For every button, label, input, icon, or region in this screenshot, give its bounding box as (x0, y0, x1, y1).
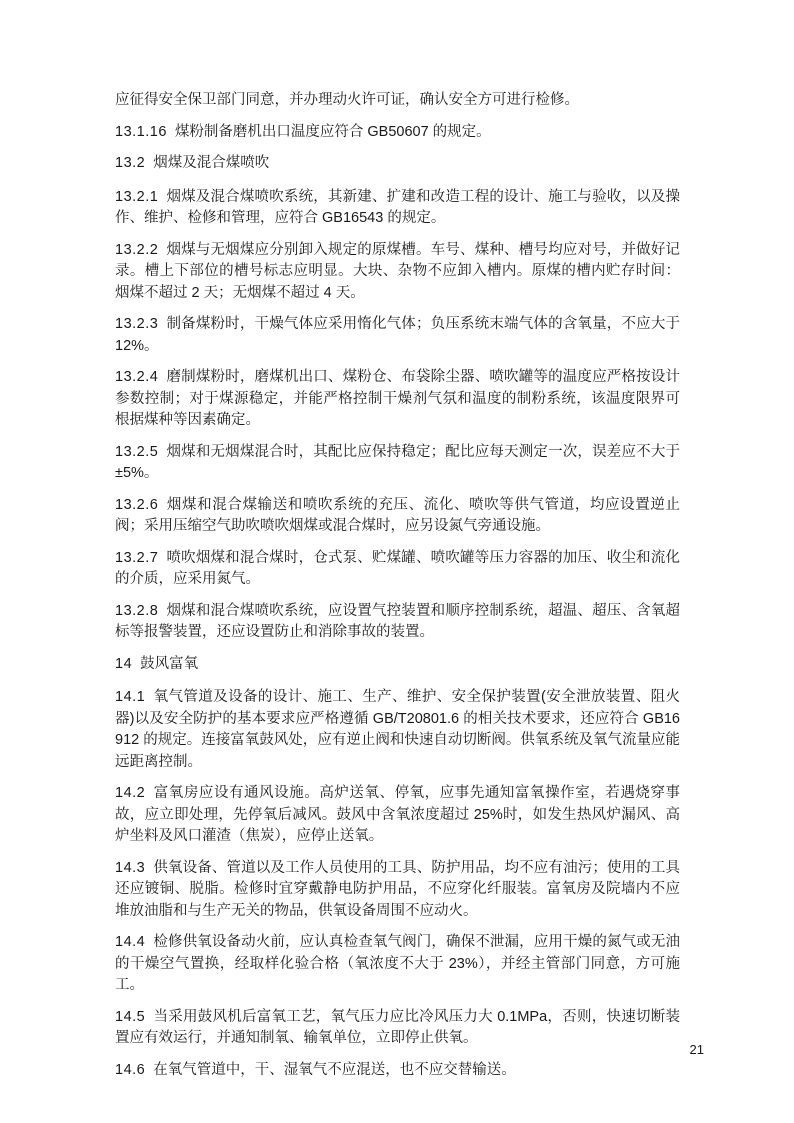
clause-text: 氧气管道及设备的设计、施工、生产、维护、安全保护装置(安全泄放装置、阻火器)以及安全防护的基本要求应严格遵循 GB/T20801.6 的相关技术要求，还应符合 GB16912 的规定。连接富氧鼓风处，应有逆止阀和快速自动切断阀。供氧系统及氧气流量应能远距离控制。 (115, 689, 680, 770)
clause-text: 供氧设备、管道以及工作人员使用的工具、防护用品，均不应有油污；使用的工具还应镀铜、脱脂。检修时宜穿戴静电防护用品，不应穿化纤服装。富氧房及院墙内不应堆放油脂和与生产无关的物品，供氧设备周围不应动火。 (115, 859, 680, 919)
section-number: 14 (115, 655, 133, 672)
clause-text: 富氧房应设有通风设施。高炉送氧、停氧，应事先通知富氧操作室，若遇烧穿事故，应立即处理，先停氧后减风。鼓风中含氧浓度超过 25%时，如发生热风炉漏风、高炉坐料及风口灌渣（焦炭），应停止送氧。 (115, 785, 680, 844)
clause-text: 喷吹烟煤和混合煤时，仓式泵、贮煤罐、喷吹罐等压力容器的加压、收尘和流化的介质，应采用氮气。 (115, 549, 680, 587)
section-heading-14 (115, 654, 680, 676)
clause-number: 14.5 (115, 1008, 146, 1025)
clause-number: 13.1.16 (115, 123, 167, 140)
document-body (115, 90, 680, 1091)
clause-13-2-7 (115, 548, 680, 591)
clause-number: 14.4 (115, 934, 146, 950)
clause-text: 磨制煤粉时，磨煤机出口、煤粉仓、布袋除尘器、喷吹罐等的温度应严格按设计参数控制；对于煤源稳定，并能严格控制干燥剂气氛和温度的制粉系统，该温度限界可根据煤种等因素确定。 (115, 369, 680, 428)
clause-13-2-1 (115, 187, 680, 230)
clause-text: 检修供氧设备动火前，应认真检查氧气阀门，确保不泄漏，应用干燥的氮气或无油的干燥空气置换，经取样化验合格（氧浓度不大于 23%），并经主管部门同意，方可施工。 (115, 934, 680, 993)
clause-text: 煤粉制备磨机出口温度应符合 GB50607 的规定。 (174, 123, 491, 140)
clause-number: 13.2.7 (115, 549, 159, 566)
clause-number: 13.2.2 (115, 241, 159, 258)
clause-number: 14.3 (115, 859, 146, 876)
clause-text: 应征得安全保卫部门同意，并办理动火许可证，确认安全方可进行检修。 (115, 92, 579, 108)
clause-number: 13.2.4 (115, 369, 159, 385)
clause-text: 当采用鼓风机后富氧工艺，氧气压力应比冷风压力大 0.1MPa，否则，快速切断装置应有效运行，并通知制氧、输氧单位，立即停止供氧。 (115, 1008, 680, 1046)
clause-text: 在氧气管道中，干、湿氧气不应混送，也不应交替输送。 (153, 1061, 516, 1078)
clause-number: 13.2.1 (115, 188, 159, 205)
clause-14-5 (115, 1007, 680, 1050)
clause-13-2-6 (115, 495, 680, 538)
clause-13-2-8 (115, 601, 680, 644)
clause-14-4 (115, 932, 680, 997)
clause-number: 13.2.3 (115, 316, 159, 332)
clause-number: 13.2.6 (115, 496, 159, 513)
clause-number: 14.6 (115, 1061, 146, 1078)
clause-13-2-5 (115, 442, 680, 485)
clause-14-3 (115, 858, 680, 923)
clause-number: 13.2.5 (115, 443, 159, 460)
clause-13-2-4 (115, 367, 680, 432)
clause-text: 烟煤和无烟煤混合时，其配比应保持稳定；配比应每天测定一次，误差应不大于±5%。 (115, 443, 680, 481)
clause-text: 烟煤和混合煤喷吹系统，应设置气控装置和顺序控制系统，超温、超压、含氧超标等报警装置，还应设置防止和消除事故的装置。 (115, 602, 680, 640)
clause-text: 烟煤与无烟煤应分别卸入规定的原煤槽。车号、煤种、槽号均应对号，并做好记录。槽上下部位的槽号标志应明显。大块、杂物不应卸入槽内。原煤的槽内贮存时间：烟煤不超过 2 天；无烟煤不超过 4 天。 (115, 241, 680, 301)
clause-14-6 (115, 1060, 680, 1082)
clause-text: 制备煤粉时，干燥气体应采用惰化气体；负压系统末端气体的含氧量，不应大于 12%。 (115, 316, 680, 354)
page-number: 21 (689, 1042, 704, 1057)
clause-13-2-2 (115, 240, 680, 305)
clause-14-1 (115, 687, 680, 773)
clause-number: 14.2 (115, 785, 146, 801)
paragraph-continuation (115, 90, 680, 112)
section-heading-13-2 (115, 153, 680, 175)
section-title: 烟煤及混合煤喷吹 (153, 155, 270, 171)
section-title: 鼓风富氧 (140, 655, 199, 672)
clause-number: 14.1 (115, 689, 146, 705)
clause-14-2 (115, 783, 680, 848)
clause-13-1-16 (115, 122, 680, 144)
clause-text: 烟煤和混合煤输送和喷吹系统的充压、流化、喷吹等供气管道，均应设置逆止阀；采用压缩空气助吹喷吹烟煤或混合煤时，应另设氮气旁通设施。 (115, 496, 680, 534)
section-number: 13.2 (115, 155, 146, 171)
clause-13-2-3 (115, 314, 680, 357)
clause-number: 13.2.8 (115, 602, 159, 619)
clause-text: 烟煤及混合煤喷吹系统，其新建、扩建和改造工程的设计、施工与验收，以及操作、维护、检修和管理，应符合 GB16543 的规定。 (115, 188, 680, 226)
